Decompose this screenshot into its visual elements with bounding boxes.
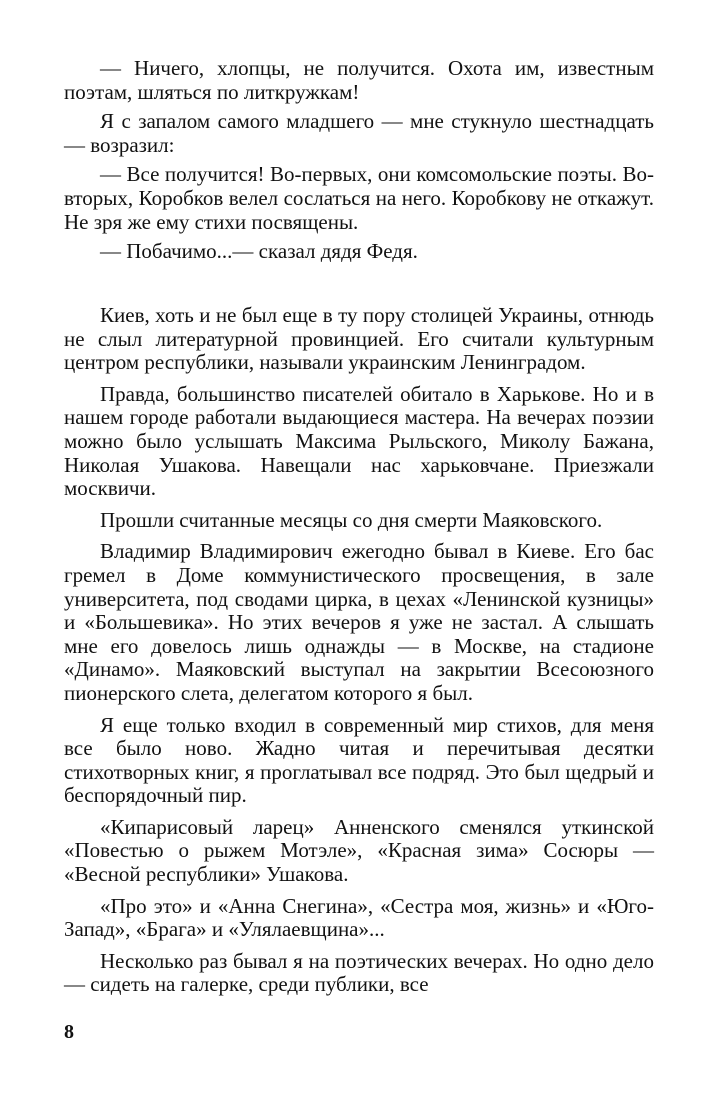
paragraph: Киев, хоть и не был еще в ту пору столицей Украины, отнюдь не слыл литературной провинцией. Его считали культурным центром республики, называли украинским Ленинградом. (64, 303, 654, 375)
paragraph: «Кипарисовый ларец» Анненского сменялся уткинской «Повестью о рыжем Мотэле», «Красная зима» Сосюры — «Весной республики» Ушакова. (64, 814, 654, 887)
dialogue-section (64, 57, 654, 270)
paragraph: Владимир Владимирович ежегодно бывал в Киеве. Его бас гремел в Доме коммунистического просвещения, в зале университета, под сводами цирка, в цехах «Ленинской кузницы» и «Большевика». Но этих вечеров я уже не застал. А слышать мне его довелось лишь однажды — в Москве, на стадионе «Динамо». Маяковский выступал на закрытии Всесоюзного пионерского слета, делегатом которого я был. (64, 539, 654, 705)
dialogue-line: — Все получится! Во-первых, они комсомольские поэты. Во-вторых, Коробков велел сослаться на него. Коробкову не откажут. Не зря же ему стихи посвящены. (64, 162, 654, 234)
dialogue-line: — Побачимо...— сказал дядя Федя. (100, 239, 418, 264)
paragraph: Прошли считанные месяцы со дня смерти Маяковского. (100, 507, 603, 532)
paragraph: «Про это» и «Анна Снегина», «Сестра моя, жизнь» и «Юго-Запад», «Брага» и «Улялаевщина»... (64, 893, 654, 942)
page-number: 8 (64, 1021, 74, 1043)
paragraph: Правда, большинство писателей обитало в Харькове. Но и в нашем городе работали выдающиеся мастера. На вечерах поэзии можно было услышать Максима Рыльского, Миколу Бажана, Николая Ушакова. Навещали нас харьковчане. Приезжали москвичи. (64, 381, 654, 501)
paragraph: Несколько раз бывал я на поэтических вечерах. Но одно дело — сидеть на галерке, среди публики, все (64, 948, 654, 997)
main-text-section (64, 304, 654, 1005)
dialogue-line: Я с запалом самого младшего — мне стукнуло шестнадцать — возразил: (64, 109, 654, 157)
paragraph: Я еще только входил в современный мир стихов, для меня все было ново. Жадно читая и перечитывая десятки стихотворных книг, я проглатывал все подряд. Это был щедрый и беспорядочный пир. (64, 712, 654, 808)
dialogue-line: — Ничего, хлопцы, не получится. Охота им, известным поэтам, шляться по литкружкам! (64, 56, 654, 104)
